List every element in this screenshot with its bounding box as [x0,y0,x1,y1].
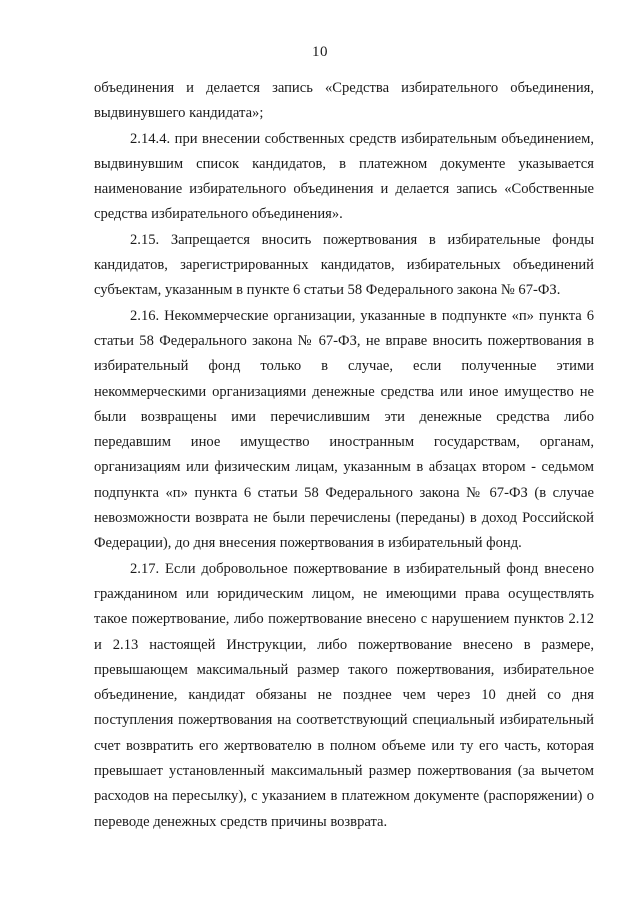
paragraph-2-14-4: 2.14.4. при внесении собственных средств избирательным объединением, выдвинувшим список кандидатов, в платежном документе указывается наименование избирательного объединения и делается запись «Собственные средства избирательного объединения». [94,130,594,223]
paragraph-continuation: объединения и делается запись «Средства избирательного объединения, выдвинувшего кандидата»; [94,80,594,122]
paragraph-2-15: 2.15. Запрещается вносить пожертвования в избирательные фонды кандидатов, зарегистрированных кандидатов, избирательных объединений субъектам, указанным в пункте 6 статьи 58 Федерального закона № 67-ФЗ. [94,231,594,299]
paragraph-2-17: 2.17. Если добровольное пожертвование в избирательный фонд внесено гражданином или юридическим лицом, не имеющими права осуществлять такое пожертвование, либо пожертвование внесено с нарушением пунктов 2.12 и 2.13 настоящей Инструкции, либо пожертвование внесено в размере, превышающем максимальный размер такого пожертвования, избирательное объединение, кандидат обязаны не позднее чем через 10 дней со дня поступления пожертвования на соответствующий специальный избирательный счет возвратить его жертвователю в полном объеме или ту его часть, которая превышает установленный максимальный размер пожертвования (за вычетом расходов на пересылку), с указанием в платежном документе (распоряжении) о переводе денежных средств причины возврата. [94,560,594,830]
paragraph-2-16: 2.16. Некоммерческие организации, указанные в подпункте «п» пункта 6 статьи 58 Федерального закона № 67-ФЗ, не вправе вносить пожертвования в избирательный фонд только в случае, если полученные этими некоммерческими организациями денежные средства или иное имущество не были возвращены ими перечислившим эти денежные средства либо передавшим иное имущество иностранным государствам, органам, организациям или физическим лицам, указанным в абзацах втором - седьмом подпункта «п» пункта 6 статьи 58 Федерального закона № 67-ФЗ (в случае невозможности возврата не были перечислены (переданы) в доход Российской Федерации), до дня внесения пожертвования в избирательный фонд. [94,307,594,552]
document-body [94,76,594,835]
page-number: 10 [312,44,328,60]
